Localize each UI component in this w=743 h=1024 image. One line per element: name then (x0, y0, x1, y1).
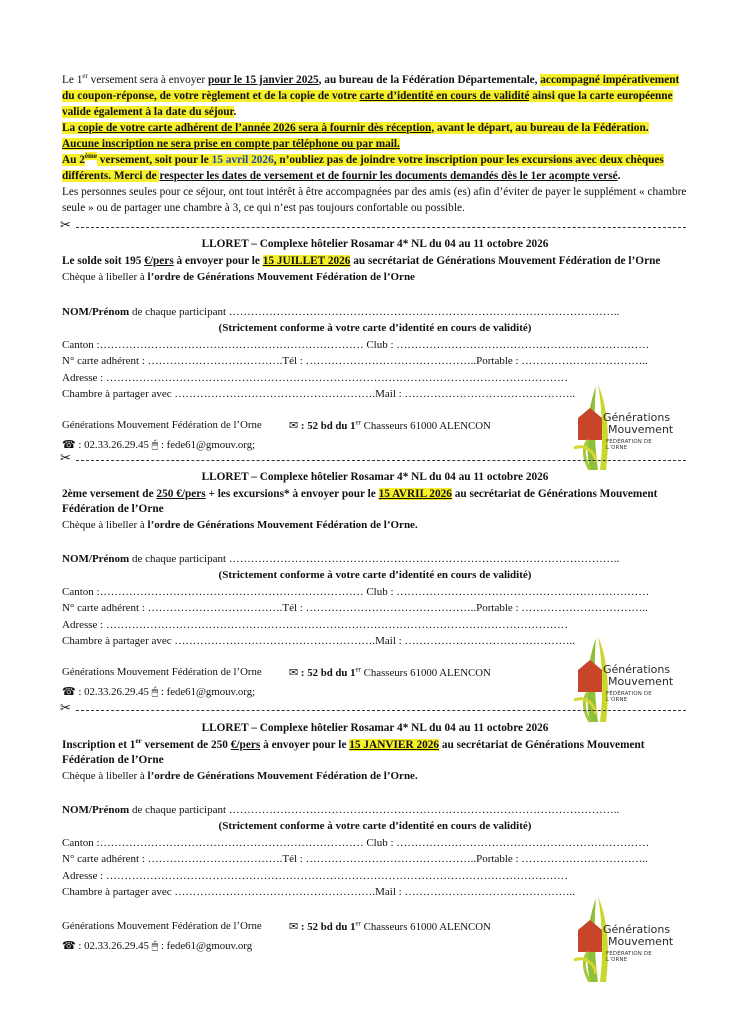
carte-tel-portable-field[interactable]: N° carte adhérent : ……………………………….Tél : ………………………………………..Portable : …………………………….. (62, 602, 648, 615)
cut-line (60, 700, 686, 717)
coupon-cheque-line: Chèque à libeller à l’ordre de Générations Mouvement Fédération de l’Orne. (62, 770, 418, 782)
intro-paragraph-4: Au 2ème versement, soit pour le 15 avril 2026, n’oubliez pas de joindre votre inscription pour les excursions avec deux chèques différents. Merci de respecter les dates de versement et de fournir les documents demandés dès le 1er acompte versé. (62, 152, 664, 182)
nom-field[interactable]: NOM/Prénom de chaque participant …………………………………………………………………………………………….. (62, 553, 620, 565)
coupon-title: LLORET – Complexe hôtelier Rosamar 4* NL du 04 au 11 octobre 2026 (201, 238, 549, 250)
nom-field[interactable]: NOM/Prénom de chaque participant …………………………………………………………………………………………….. (62, 804, 620, 816)
org-name: Générations Mouvement Fédération de l’Orne (62, 666, 262, 679)
intro-paragraph-2: La copie de votre carte adhérent de l’année 2026 sera à fournir dès réception, avant le départ, au bureau de la Fédération. (62, 122, 649, 134)
org-contact: ☎ : 02.33.26.29.45 🖱 : fede61@gmouv.org; (62, 685, 256, 699)
carte-tel-portable-field[interactable]: N° carte adhérent : ……………………………….Tél : ………………………………………..Portable : …………………………….. (62, 853, 648, 866)
carte-tel-portable-field[interactable]: N° carte adhérent : ……………………………….Tél : ………………………………………..Portable : …………………………….. (62, 355, 648, 368)
chambre-mail-field[interactable]: Chambre à partager avec ……………………………………………….Mail : ……………………………………….. (62, 885, 575, 898)
coupon-title: LLORET – Complexe hôtelier Rosamar 4* NL du 04 au 11 octobre 2026 (201, 722, 549, 734)
org-name: Générations Mouvement Fédération de l’Orne (62, 419, 262, 432)
strict-note: (Strictement conforme à votre carte d’identité en cours de validité) (218, 322, 532, 335)
intro-paragraph-5: Les personnes seules pour ce séjour, ont tout intérêt à être accompagnées par des amis (es) afin d’éviter de payer le supplément « chambre seule » ou de partager une chambre à 3, ce qui n’est pas toujours confortable ou possible. (62, 186, 687, 214)
mouse-icon: 🖱 (151, 685, 159, 699)
coupon-payment-line: Inscription et 1er versement de 250 €/pers à envoyer pour le 15 JANVIER 2026 au secrétariat de Générations Mouvement Fédération de l’Orne (62, 737, 645, 766)
org-address: ✉ : 52 bd du 1er Chasseurs 61000 ALENCON (289, 418, 491, 433)
intro-paragraph-3: Aucune inscription ne sera prise en compte par téléphone ou par mail. (62, 138, 400, 150)
chambre-mail-field[interactable]: Chambre à partager avec ……………………………………………….Mail : ……………………………………….. (62, 387, 575, 400)
adresse-field[interactable]: Adresse : ……………………………………………………………………………………………………………… (62, 371, 568, 384)
strict-note: (Strictement conforme à votre carte d’identité en cours de validité) (218, 820, 532, 833)
org-name: Générations Mouvement Fédération de l’Orne (62, 920, 262, 933)
phone-icon: ☎ (62, 438, 76, 452)
org-address: ✉ : 52 bd du 1er Chasseurs 61000 ALENCON (289, 919, 491, 934)
generations-mouvement-logo: Générations Mouvement FÉDÉRATION DE L’ORNE (568, 890, 668, 985)
generations-mouvement-logo: Générations Mouvement FÉDÉRATION DE L’ORNE (568, 378, 668, 473)
scissors-icon: ✂ (60, 450, 71, 465)
envelope-icon: ✉ (289, 419, 299, 433)
scissors-icon: ✂ (60, 700, 71, 715)
coupon-cheque-line: Chèque à libeller à l’ordre de Générations Mouvement Fédération de l’Orne. (62, 519, 418, 531)
coupon-title: LLORET – Complexe hôtelier Rosamar 4* NL du 04 au 11 octobre 2026 (201, 471, 549, 483)
cut-line (60, 217, 686, 234)
org-address: ✉ : 52 bd du 1er Chasseurs 61000 ALENCON (289, 665, 491, 680)
adresse-field[interactable]: Adresse : ……………………………………………………………………………………………………………… (62, 618, 568, 631)
chambre-mail-field[interactable]: Chambre à partager avec ……………………………………………….Mail : ……………………………………….. (62, 634, 575, 647)
coupon-form (62, 802, 688, 900)
dashed-divider (76, 460, 686, 461)
intro-text (62, 72, 688, 216)
phone-icon: ☎ (62, 685, 76, 699)
canton-club-field[interactable]: Canton :……………………………………………………………… Club : …………………………………………………………… (62, 585, 650, 598)
mouse-icon: 🖱 (151, 939, 159, 953)
coupon-cheque-line: Chèque à libeller à l’ordre de Générations Mouvement Fédération de l’Orne (62, 271, 415, 283)
envelope-icon: ✉ (289, 666, 299, 680)
mouse-icon: 🖱 (151, 438, 159, 452)
dashed-divider (76, 710, 686, 711)
adresse-field[interactable]: Adresse : ……………………………………………………………………………………………………………… (62, 869, 568, 882)
generations-mouvement-logo: Générations Mouvement FÉDÉRATION DE L’ORNE (568, 630, 668, 725)
coupon-payment-line: 2ème versement de 250 €/pers + les excursions* à envoyer pour le 15 AVRIL 2026 au secrétariat de Générations Mouvement Fédération de l’Orne (62, 488, 658, 515)
org-contact: ☎ : 02.33.26.29.45 🖱 : fede61@gmouv.org (62, 939, 253, 953)
strict-note: (Strictement conforme à votre carte d’identité en cours de validité) (218, 569, 532, 582)
canton-club-field[interactable]: Canton :……………………………………………………………… Club : …………………………………………………………… (62, 836, 650, 849)
scissors-icon: ✂ (60, 217, 71, 232)
envelope-icon: ✉ (289, 920, 299, 934)
org-contact: ☎ : 02.33.26.29.45 🖱 : fede61@gmouv.org; (62, 438, 256, 452)
canton-club-field[interactable]: Canton :……………………………………………………………… Club : …………………………………………………………… (62, 338, 650, 351)
nom-field[interactable]: NOM/Prénom de chaque participant …………………………………………………………………………………………….. (62, 306, 620, 318)
cut-line (60, 450, 686, 467)
intro-paragraph-1: Le 1er versement sera à envoyer pour le 15 janvier 2025, au bureau de la Fédération Départementale, accompagné impérativement du coupon-réponse, de votre règlement et de la copie de votre carte d’identité en cours de validité ainsi que la carte européenne valide également à la date du séjour. (62, 72, 680, 118)
dashed-divider (76, 227, 686, 228)
coupon-payment-line: Le solde soit 195 €/pers à envoyer pour le 15 JUILLET 2026 au secrétariat de Générations Mouvement Fédération de l’Orne (62, 255, 661, 267)
phone-icon: ☎ (62, 939, 76, 953)
